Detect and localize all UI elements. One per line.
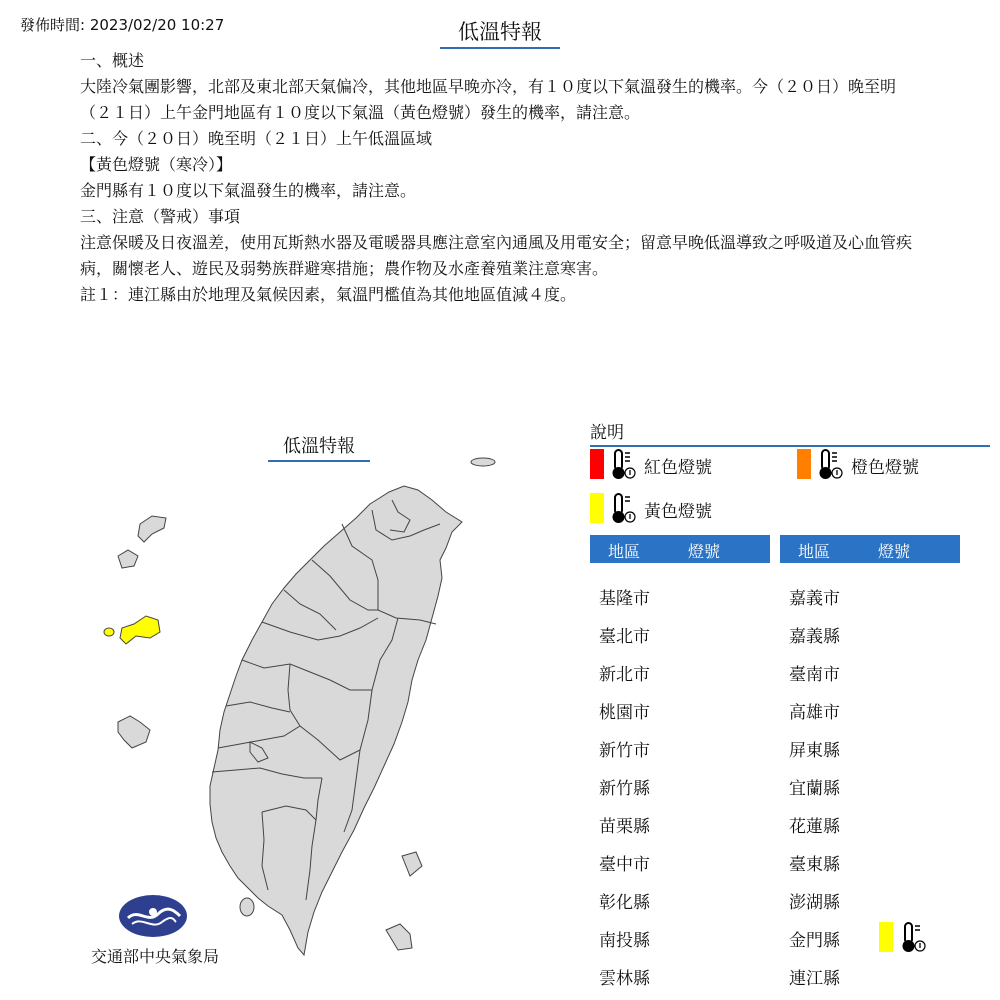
- table-cell-region: 新竹縣: [599, 779, 650, 799]
- table-cell-region: 基隆市: [599, 589, 650, 609]
- legend-title: 說明: [590, 418, 990, 447]
- table-cell-region: 新竹市: [599, 741, 650, 761]
- table-cell-region: 南投縣: [599, 931, 650, 951]
- thermometer-icon: [898, 920, 926, 954]
- thermometer-icon: [608, 491, 636, 525]
- table-cell-region: 宜蘭縣: [789, 779, 840, 799]
- table-cell-region: 連江縣: [789, 969, 840, 989]
- green-island: [402, 852, 422, 876]
- thermometer-icon: [815, 447, 843, 481]
- issue-time: 發佈時間: 2023/02/20 10:27: [20, 16, 225, 34]
- table-cell-region: 苗栗縣: [599, 817, 650, 837]
- table-cell-region: 臺中市: [599, 855, 650, 875]
- table-cell-region: 嘉義市: [789, 589, 840, 609]
- table-cell-region: 桃園市: [599, 703, 650, 723]
- legend-red-label: 紅色燈號: [644, 458, 712, 478]
- table-cell-region: 彰化縣: [599, 893, 650, 913]
- red-swatch: [590, 449, 604, 479]
- section-2-body: 金門縣有１０度以下氣溫發生的機率，請注意。: [80, 181, 417, 200]
- table-cell-region: 臺東縣: [789, 855, 840, 875]
- pengjia-islet: [471, 458, 495, 466]
- section-2-heading: 二、今（２０日）晚至明（２１日）上午低溫區域: [80, 129, 433, 148]
- table-cell-region: 金門縣: [789, 931, 840, 951]
- legend-yellow-label: 黃色燈號: [644, 502, 712, 522]
- thermometer-icon: [608, 447, 636, 481]
- table-cell-region: 高雄市: [789, 703, 840, 723]
- table-cell-region: 花蓮縣: [789, 817, 840, 837]
- column-header-region: 地區: [608, 542, 641, 561]
- page-title: 低溫特報: [440, 16, 560, 49]
- agency-name: 交通部中央氣象局: [90, 947, 219, 966]
- matsu-island-small: [118, 550, 138, 568]
- kinmen-small-island: [104, 628, 114, 636]
- matsu-island: [138, 516, 166, 542]
- table-cell-region: 嘉義縣: [789, 627, 840, 647]
- column-header-signal: 燈號: [688, 542, 721, 561]
- yellow-signal-heading: 【黃色燈號（寒冷）】: [80, 155, 233, 174]
- table-cell-region: 澎湖縣: [789, 893, 840, 913]
- table-cell-region: 新北市: [599, 665, 650, 685]
- table-header-right: [780, 535, 960, 563]
- section-3-body: 注意保暖及日夜溫差，使用瓦斯熱水器及電暖器具應注意室內通風及用電安全；留意早晚低溫導致之呼吸道及心血管疾病，關懷老人、遊民及弱勢族群避寒措施；農作物及水產養殖業注意寒害。: [80, 233, 913, 278]
- penghu-island: [118, 716, 150, 748]
- table-cell-region: 臺南市: [789, 665, 840, 685]
- note-1: 註１：連江縣由於地理及氣候因素，氣溫門檻值為其他地區值減４度。: [80, 285, 577, 304]
- table-cell-region: 臺北市: [599, 627, 650, 647]
- section-1-body: 大陸冷氣團影響，北部及東北部天氣偏冷，其他地區早晚亦冷，有１０度以下氣溫發生的機率。今（２０日）晚至明（２１日）上午金門地區有１０度以下氣溫（黃色燈號）發生的機率，請注意。: [80, 77, 897, 122]
- cwb-logo-icon: [118, 894, 188, 938]
- section-1-heading: 一、概述: [80, 51, 145, 70]
- liuqiu-island: [240, 898, 254, 916]
- yellow-swatch: [590, 493, 604, 523]
- table-cell-region: 雲林縣: [599, 969, 650, 989]
- column-header-region: 地區: [798, 542, 831, 561]
- orchid-island: [386, 924, 412, 950]
- table-header-left: [590, 535, 770, 563]
- section-3-heading: 三、注意（警戒）事項: [80, 207, 241, 226]
- taiwan-main-island: [210, 486, 462, 955]
- map-title: 低溫特報: [268, 432, 370, 462]
- report-text: [80, 48, 920, 308]
- table-cell-region: 屏東縣: [789, 741, 840, 761]
- taiwan-map: [90, 440, 510, 960]
- legend-orange-label: 橙色燈號: [851, 458, 919, 478]
- orange-swatch: [797, 449, 811, 479]
- kinmen-signal-swatch: [879, 922, 893, 952]
- kinmen-island: [120, 616, 160, 644]
- column-header-signal: 燈號: [878, 542, 911, 561]
